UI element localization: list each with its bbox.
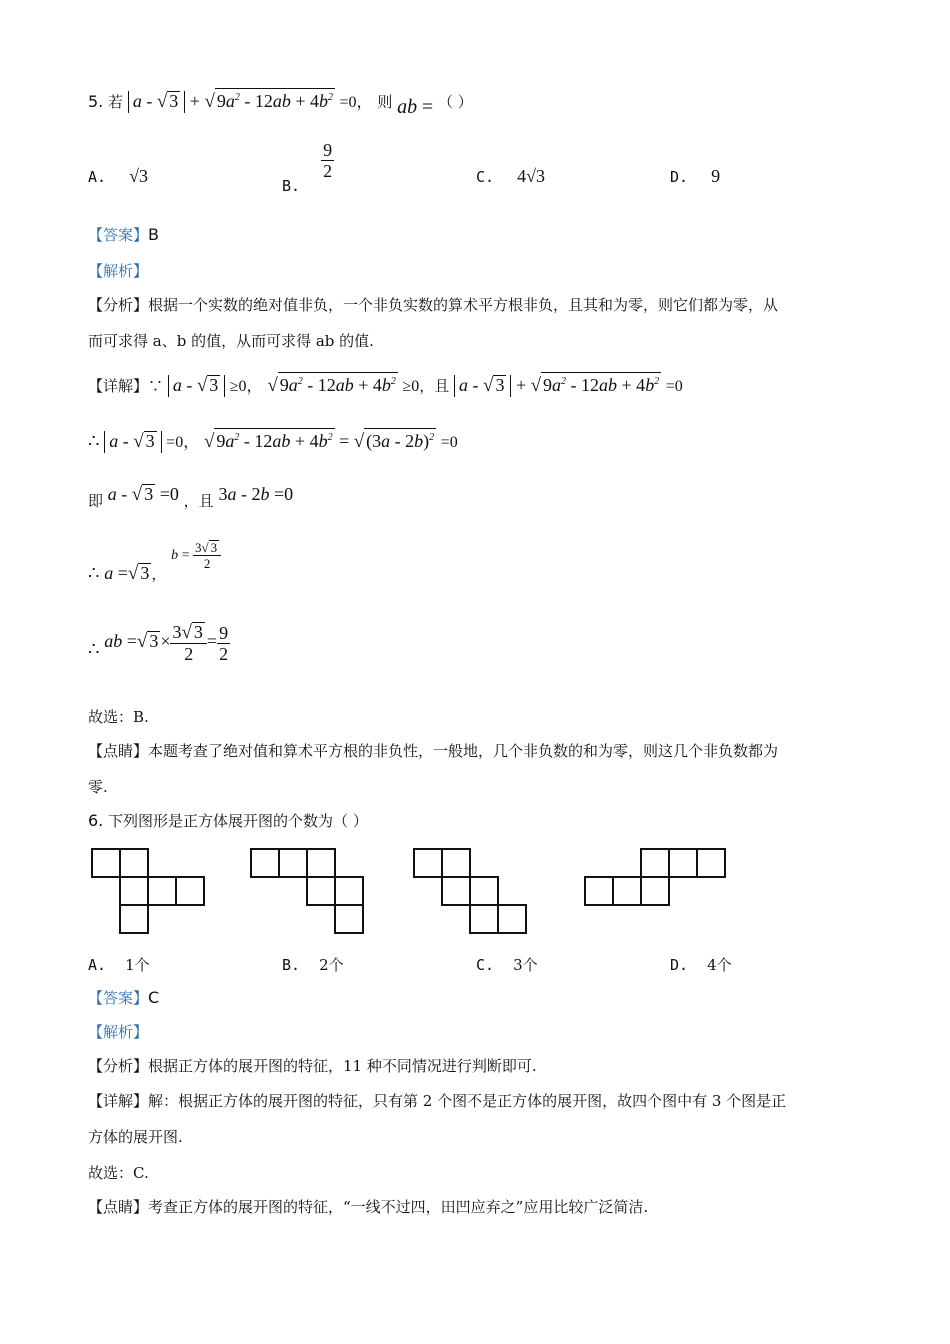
q5-stem-ab: ab [397,96,418,118]
q5-dianjing-tag: 【点睛】 [88,742,149,760]
q5-choose: 故选：B. [88,708,149,726]
q5-detail-ab-value: ab =√ 3 × $\frac{3√ 3}{2}$ = $\frac{9}{2}$ [104,622,229,664]
q6-option-a [88,954,150,975]
q5-detail-b-value: b = $\frac{3√ 3}{2}$ [171,548,221,563]
q5-stem-then: 则 [377,93,393,111]
q5-detail-3a2b: 3a - 2b =0 [218,484,294,504]
q6-detail [88,1090,786,1111]
q5-detail-tag: 【详解】 [88,377,149,395]
q6-detail-line1: 解：根据正方体的展开图的特征，只有第 2 个图不是正方体的展开图，故四个图中有 3 个图是正 [148,1092,787,1110]
q6-option-d [670,954,732,975]
q6-option-b-letter: B. [282,956,301,974]
q5-number: 5. [88,92,104,111]
q6-fenxi [88,1055,537,1076]
q5-therefore-2: ∴ [88,562,100,584]
cube-net-figure-3 [414,849,526,933]
q6-dianjing-tag: 【点睛】 [88,1198,149,1216]
q6-option-c-letter: C. [476,956,495,974]
q5-option-c-letter: C. [476,168,495,186]
q5-answer-value: B [148,225,159,244]
q6-fenxi-text: 根据正方体的展开图的特征，11 种不同情况进行判断即可. [148,1057,537,1075]
q6-answer-value: C [148,988,160,1007]
q5-detail-ge0-1: ≥0， [229,378,263,395]
q5-detail-sqrt-expr: √ $9a^2 - 12ab + 4b^2$ [267,375,402,395]
q5-therefore-3: ∴ [88,639,100,661]
q5-option-b-num: 9 [323,140,333,160]
q5-detail-qie-2: ，且 [183,492,214,510]
q5-fenxi-line1: 根据一个实数的绝对值非负，一个非负实数的算术平方根非负，且其和为零，则它们都为零，从 [148,296,779,314]
q5-stem-paren: （ ） [437,93,473,111]
q5-detail-sum-expr: a - √ 3 + √ $9a^2 - 12ab + 4b^2$ [454,375,666,395]
q5-option-d-value: 9 [711,166,721,186]
q6-choose: 故选：C. [88,1164,149,1182]
q6-option-c [476,954,538,975]
q5-option-d-letter: D. [670,168,689,186]
q6-detail-line2: 方体的展开图. [88,1128,183,1146]
q6-option-d-letter: D. [670,956,689,974]
q5-stem-eq0: =0， [339,94,373,111]
q6-answer-tag: 【答案】 [88,989,149,1007]
q5-detail-a-value: a =√ 3 [104,562,150,584]
q5-stem-expression: a - √ 3 + √ $9a^2 - 12ab + 4b^2$ [128,91,340,111]
q5-option-b-letter: B. [282,177,301,195]
q5-detail-eq0-3: =0 [440,434,458,451]
q5-detail-comma: ， [151,564,167,583]
cube-net-figure-2 [251,849,363,933]
q5-fenxi-line2: 而可求得 a、b 的值，从而可求得 ab 的值. [88,332,374,350]
q6-option-b-value: 2个 [319,956,344,974]
q5-ji: 即 [88,492,104,510]
q6-option-a-letter: A. [88,956,107,974]
q5-detail-a-expr: a - √ 3 =0 [107,484,179,505]
q6-analysis-tag: 【解析】 [88,1023,149,1041]
q5-option-c-value: 4√3 [517,166,545,186]
q5-dianjing-line1: 本题考查了绝对值和算术平方根的非负性，一般地，几个非负数的和为零，则这几个非负数都为 [148,742,779,760]
q5-detail-qie: ，且 [419,377,450,395]
q6-option-b [282,954,344,975]
q6-answer [88,987,159,1008]
q5-because-symbol: ∵ [148,377,164,395]
q6-stem-text: 下列图形是正方体展开图的个数为（ ） [108,812,368,830]
cube-net-figure-4 [585,849,725,905]
q6-number: 6. [88,811,104,830]
q5-detail-ge0-2: ≥0 [402,378,420,395]
q6-option-d-value: 4个 [707,956,732,974]
q6-option-a-value: 1个 [125,956,150,974]
q5-option-b-den: 2 [323,161,333,181]
q5-detail-abs-expr: a - √ 3 [168,375,230,395]
q5-detail-eq0-2: =0， [166,434,200,451]
q5-option-a-value: √3 [129,166,148,186]
q6-dianjing [88,1196,648,1217]
q5-detail-sqrt-expr-2: √ $9a^2 - 12ab + 4b^2$ = √ (3a - 2b)$^2$ [204,431,441,451]
q5-option-a-letter: A. [88,168,107,186]
q5-answer-tag: 【答案】 [88,226,149,244]
q5-stem-lead: 若 [108,93,124,111]
q5-therefore-1: ∴ [88,431,100,452]
q6-fenxi-tag: 【分析】 [88,1057,149,1075]
q5-detail-abs-expr-2: a - √ 3 [104,431,166,451]
q5-detail-eq0-1: =0 [665,378,683,395]
q5-analysis-tag: 【解析】 [88,262,149,280]
q5-dianjing-line2: 零. [88,778,108,796]
q6-option-c-value: 3个 [513,956,538,974]
cube-net-figure-1 [92,849,204,933]
q6-dianjing-text: 考查正方体的展开图的特征，“一线不过四，田凹应弃之”应用比较广泛简洁. [148,1198,649,1216]
q6-detail-tag: 【详解】 [88,1092,149,1110]
q5-fenxi-tag: 【分析】 [88,296,149,314]
q5-stem-eq: = [421,96,434,118]
